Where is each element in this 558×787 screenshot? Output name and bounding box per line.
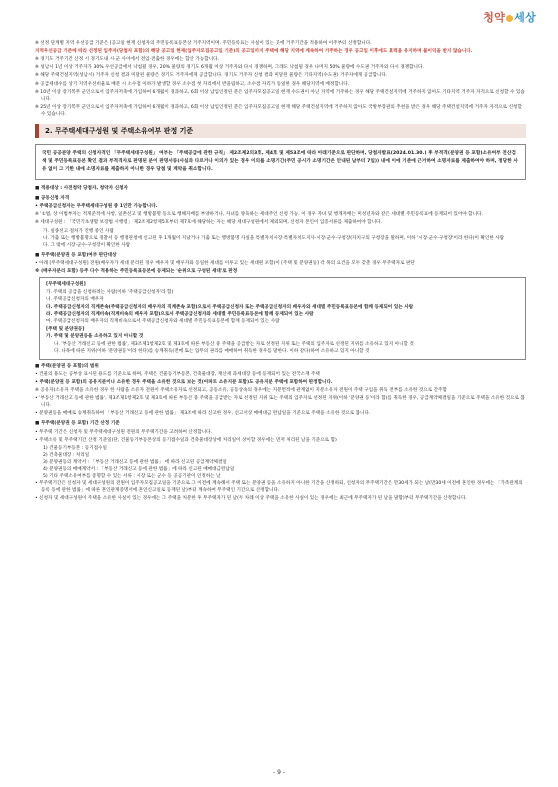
list-item: 나. 주택공급신청자의 배우자: [46, 297, 104, 303]
criteria-box: [39, 277, 526, 359]
cohouse-list: [35, 203, 526, 249]
section-2-heading: 2. 무주택세대구성원 및 주택소유여부 판정 기준: [35, 124, 526, 138]
incl-list: [35, 371, 526, 418]
note-item: ※ 성남시 1년 이상 거주자가 30% 우선공급에서 낙첨될 경우, 20% 물량의 경기도 6개월 이상 거주자와 다시 경쟁하며, 그래도 낙첨될 경우 나머지 50% 물량에 수도권 거주자와 다시 경쟁합니다.: [35, 65, 424, 71]
nohouse-intro: • 아래 [무주택세대구성원] 전원(배우자가 세대 분리된 경우 배우자 및 배우자와 동일한 세대를 이루고 있는 세대원 포함)이 [주택 및 분양권등] 각 목의 요건을 모두 갖춘 경우 무주택자로 판단: [35, 261, 415, 267]
document-body: [35, 40, 526, 504]
period-list: [35, 429, 526, 503]
list-item: • 분양권등을 매매로 승계취득하여 「부동산 거래신고 등에 관한 법률」 제3조에 따라 신고한 경우, 신고서상 매매대금 완납일을 기준으로 주택을 소유한 것으로 봅니다.: [35, 411, 371, 417]
list-item: 3) 분양권등의 계약서 : 「부동산 거래신고 등에 관한 법률」 에 따라 신고된 공급계약체결일: [43, 459, 227, 465]
note-item: ※ 해당 주택건설지역(성남시) 거주자 신청 결과 미달된 물량은 경기도 거주자에게 공급합니다. 경기도 거주자 신청 결과 미달된 물량은 기타지역(수도권) 거주자에게 공급합니다.: [35, 73, 388, 79]
note-item: 지역우선공급 기준에 따라 선정된 입주자(당첨자 포함)의 해당 공고일 현재(입주자모집공고일 기준)의 공고일까지 주택에 해당 지역에 계속하여 거주하는 경우 공고일 이후에도 효력을 유지하며 불이익을 받지 않습니다.: [35, 49, 473, 55]
note-item: ※ 공급세대수를 상기 지역우선비율로 배분 시 소수점 이하가 발생할 경우 소수점 첫 자리에서 반올림하고, 소수점 자리가 동일한 경우 해당지역에 배정합니다.: [35, 81, 350, 87]
list-item: • 신청자 및 세대구성원이 주택을 소유한 사실이 있는 경우에는 그 주택을 처분한 후 무주택자가 된 날(두 차례 이상 주택을 소유한 사실이 있는 경우에는 최근에 무주택자가 된 날을 말함)부터 무주택기간을 산정합니다.: [35, 496, 467, 502]
note-item: ※ 선정 단계별 지역 우선공급 기준은 [공고일 현재 신청자의 주민등록표등본상 거주지역이며, 주민등록표는 사실이 있는 곳에 거주기간을 적용하여 이주부터 산정합니다.: [35, 41, 372, 46]
note-item: ※ 경기도 거주기간 산정 시 경기도내 시·군 사이에서 전입·전출한 경우에는 합산 가능합니다.: [35, 57, 220, 63]
list-item: 라. 주택공급신청자의 직계비속(직계비속의 배우자 포함)으로서 주택공급신청자와 세대별 주민등록표등본에 함께 등재되어 있는 사람: [46, 312, 314, 317]
top-notes: [35, 40, 526, 118]
list-item: • 주택소유 및 무주택기간 산정 기준일(단, 건물등기부등본상의 등기접수일과 건축물대장상에 처리일이 상이할 경우에는 먼저 처리된 날을 기준으로 함): [35, 437, 337, 443]
note-item: ※ 25년 이상 장기복무 군인으로서 입주자저축에 가입하여 6개월이 경과하고, 6회 이상 납입인정된 분은 입주자모집공고일 현재 해당 주택건설지역에 거주하지 않아도 국방부장관의 추천을 받은 경우 해당 주택건설지역에 거주자 자격으로 신청할 수 있습니다.: [35, 104, 522, 117]
sun-icon: [506, 15, 513, 22]
heading-period: ■ 무주택(분양권 등 포함) 기간 산정 기준: [35, 420, 526, 427]
brand-logo: [483, 9, 536, 26]
list-item: 가. 주택 및 분양권등을 소유하고 있지 아니할 것: [46, 334, 144, 340]
list-item: • 무주택기간은 신청자 및 세대구성원의 전원이 입주자모집공고일을 기준으로 그 이전에 계속해서 주택 또는 분양권 등을 소유하지 아니한 기간을 산정하되, 신청자의 무주택기간은 만30세가 되는 날(만30세 이전에 혼인한 경우에는 「가족관계의 등록 등에 관한 법률」에 따른 혼인관계증명서에 혼인신고일로 등재된 날)부터 계속하여 무주택인 기간으로 산정합니다.: [35, 481, 523, 494]
heading-target: ■ 적용대상 : 사전청약 당첨자, 청약자 신청자: [35, 185, 526, 192]
list-item: 다. 주택공급신청자의 직계존속(주택공급신청자의 배우자의 직계존속 포함)으로서 주택공급신청자 또는 주택공급신청자의 배우자와 세대별 주민등록표등본에 함께 등재되어 있는 사람: [46, 304, 414, 310]
list-item: • 무주택 기간은 신청자 및 무주택세대구성원 전원의 무주택기간을 고려하여 산정합니다.: [35, 429, 213, 435]
list-item: • 주택공급신청자는 무주택세대구성원 중 1인만 가능합니다.: [35, 204, 158, 210]
brand-logo-part-b: 세상: [514, 11, 536, 24]
list-item: ※ 세대구성원 : 「국민기초생활 보장법 시행령」 제2조제2항제5호부터 제7호에 해당하는 자는 해당 세대구성원에서 제외되며, 신청자 본인이 입증서류를 제출하여야 합니다.: [35, 220, 382, 226]
criteria-title-housing: [주택 및 분양권등]: [46, 326, 85, 332]
list-item: ※ 공유자(소유자 주택을 소유한 경우 한 사람을 소유자 전원이 주택소유자로 선정되고, 공동소유, 공동상속의 경우에는 지분면적에 관계없이 지분소유자 전원이 주택 구입을 취득 전부를 소유한 것으로 간주함: [35, 387, 447, 393]
heading-cohouse: ■ 공동신청 자격: [35, 195, 526, 202]
heading-nohouse: ■ 무주택(분양권 등 포함)여부 판단대상: [35, 252, 526, 259]
criteria-title-members: [무주택세대구성원]: [46, 282, 86, 288]
nohouse-note: ※ (배우자분리 포함) 등주 다수 적용하는 주민등록표등본에 등재되는 '순위으로 구성된 세대'로 판정: [35, 269, 238, 275]
list-item: 다. 그 밖에 시장·군수·구청장이 확인한 사람: [43, 242, 131, 248]
list-item: 4) 분양권등의 매매계약서 : 「부동산 거래신고 등에 관한 법률」에 따라 신고된 매매대금완납일: [43, 467, 235, 473]
list-item: • 건물의 용도는 공부상 표시된 용도를 기준으로 하며, 주택은 건물등기부등본, 건축물대장, 재산세 과세대장 등에 등재되어 있는 전국소재 주택: [35, 371, 320, 377]
list-item: • 주택(분양권 등 포함)의 공유지분이나 소유한 경우 주택을 소유한 것으로 보는 것(아파트 소유지분 포함)도 공유지분 주택에 포함하여 판정합니다.: [35, 379, 333, 385]
list-item: ※ '①법, 상 이법부자는 적게준적에 사항, 일촌선고 및 행방불명 등으로 행해자배를 부양하거나, 자녀를 양육하는 세대주인 신청 가능. 이 경우 자녀 및 행개자배는 미성년자와 같은 세대별 주민등록표에 등재되어 있어야 합니다.: [35, 212, 483, 218]
page-number: - 9 -: [273, 769, 285, 776]
heading-incl: ■ 주택(분양권 등 포함)의 범위: [35, 363, 526, 370]
brand-logo-part-a: 청약: [483, 11, 506, 24]
list-item: 가. 실종선고 절차가 진행 중인 사람: [43, 228, 114, 234]
note-item: ※ 10년 이상 장기복무 군인으로서 입주자저축에 가입하여 6개월이 경과하고, 6회 이상 납입인정된 분은 입주자모집공고일 현재 수도권이 아닌 지역에 거주하는 경우 해당 주택건설지역에 거주하지 않아도 기타지역 거주자 자격으로 신청할 수 있습니다.: [35, 89, 525, 102]
list-item: 5) 기타 주택소유여부를 증명할 수 있는 서류 : 시장 또는 군수 등 공공기관이 인정하는 날: [43, 474, 221, 480]
list-item: • '부동산 거래신고 등에 관한 법률', 제3조제1항제2호 및 제3호에 따른 부동산 중 주택을 공급받는 자로 선정된 지위 또는 주택의 입주자로 선정된 지위(이하 '분양권 등'이라 함)를 취득한 경우, 공급계약체결일을 기준으로 주택을 소유한 것으로 봅니다.: [35, 396, 525, 409]
list-item: 다. 나목에 따른 지위(이하 '분양권등'이라 한다)를 승계취득(전매 또는 업무의 권리를 매매하여 취득한 경우를 말한다. 이하 같다)하여 소유하고 있지 아니할 것: [54, 349, 370, 355]
list-item: 2) 건축물대장 : 처리일: [43, 452, 90, 458]
list-item: 마. 주택공급신청자의 배우자의 직계비속으로서 주택공급신청자와 세대별 주민등록표등본에 함께 등재되어 있는 사람: [46, 319, 280, 325]
notice-box: 국민 공공분양 주택의 신청자격인 「무주택세대구성원」 여부는 「주택공급에 관한 규칙」 제2조제2의3호, 제4호 및 제53조에 따라 아래기준으로 판단하며, 당첨자발표(2024.01.30.) 후 부적격(분양권 등 포함)소유여부 전산검색 및 주민등록표등본 확인 결과 부적격자로 판명된 분이 판명서류(사실과 다르거나 이의가 있는 경우 이의를 소명기간(주민 공시가 소명기간은 안내된 날부터 7일)) 내에 이에 기준에 근거하여 소명자료를 제출하여야 하며, 정당한 사유 없이 그 기한 내에 소명자료를 제출하지 아니한 경우 당첨 및 계약을 취소합니다.: [35, 144, 526, 180]
list-item: 1) 건물등기부등본 : 등기접수일: [43, 445, 107, 451]
list-item: 나. '부동산 거래신고 등에 관한 법률', 제3조제1항제2호 및 제3호에 따른 부동산 중 주택을 공급받는 자로 선정된 지위 또는 주택의 입주자로 선정된 지위를 소유하고 있지 아니할 것: [54, 341, 414, 347]
list-item: 나. 가출 또는 행방불명으로 경찰서 등 행정관청에 신고된 후 1개월이 지났거나 가출 또는 행방불명 사실을 특별자치시장·특별자치도지사·시장·군수·구청장(자치구의 구청장을 말하며, 이하 '시장·군수·구청장'이라 한다)이 확인한 사람: [43, 235, 505, 241]
list-item: 가. 주택의 공급을 신청하려는 사람(이하 '주택공급신청자'라 함): [46, 289, 174, 295]
